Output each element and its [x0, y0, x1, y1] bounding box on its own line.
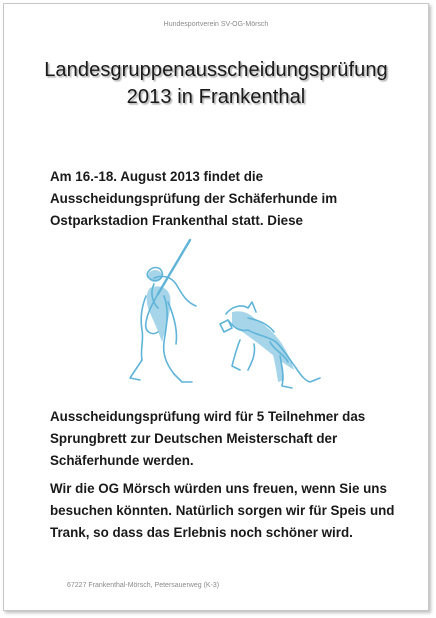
paragraph-line: Ausscheidungsprüfung der Schäferhunde im	[50, 191, 338, 206]
paragraph-invitation	[50, 478, 410, 544]
document-page	[3, 3, 429, 611]
paragraph-purpose	[50, 406, 410, 472]
title-line-1: Landesgruppenausscheidungsprüfung	[44, 59, 388, 81]
paragraph-line: besuchen könnten. Natürlich sorgen wir für Speis und	[50, 503, 395, 518]
page-footer: 67227 Frankenthal-Mörsch, Petersauerweg (K-3)	[67, 582, 220, 589]
title-line-2: 2013 in Frankenthal	[126, 86, 306, 108]
paragraph-line: Wir die OG Mörsch würden uns freuen, wenn Sie uns	[50, 481, 387, 496]
page-title	[4, 57, 428, 111]
paragraph-line: Ausscheidungsprüfung wird für 5 Teilnehmer das	[50, 409, 366, 424]
page-header: Hundesportverein SV-OG-Mörsch	[163, 21, 269, 28]
paragraph-line: Sprungbrett zur Deutschen Meisterschaft der	[50, 431, 338, 446]
paragraph-intro	[50, 166, 410, 232]
paragraph-line: Ostparkstadion Frankenthal statt. Diese	[50, 213, 304, 228]
paragraph-line: Am 16.-18. August 2013 findet die	[50, 169, 264, 184]
paragraph-line: Schäferhunde werden.	[50, 453, 194, 468]
paragraph-line: Trank, so dass das Erlebnis noch schöner wird.	[50, 525, 353, 540]
dog-protection-training-illustration	[124, 232, 329, 397]
